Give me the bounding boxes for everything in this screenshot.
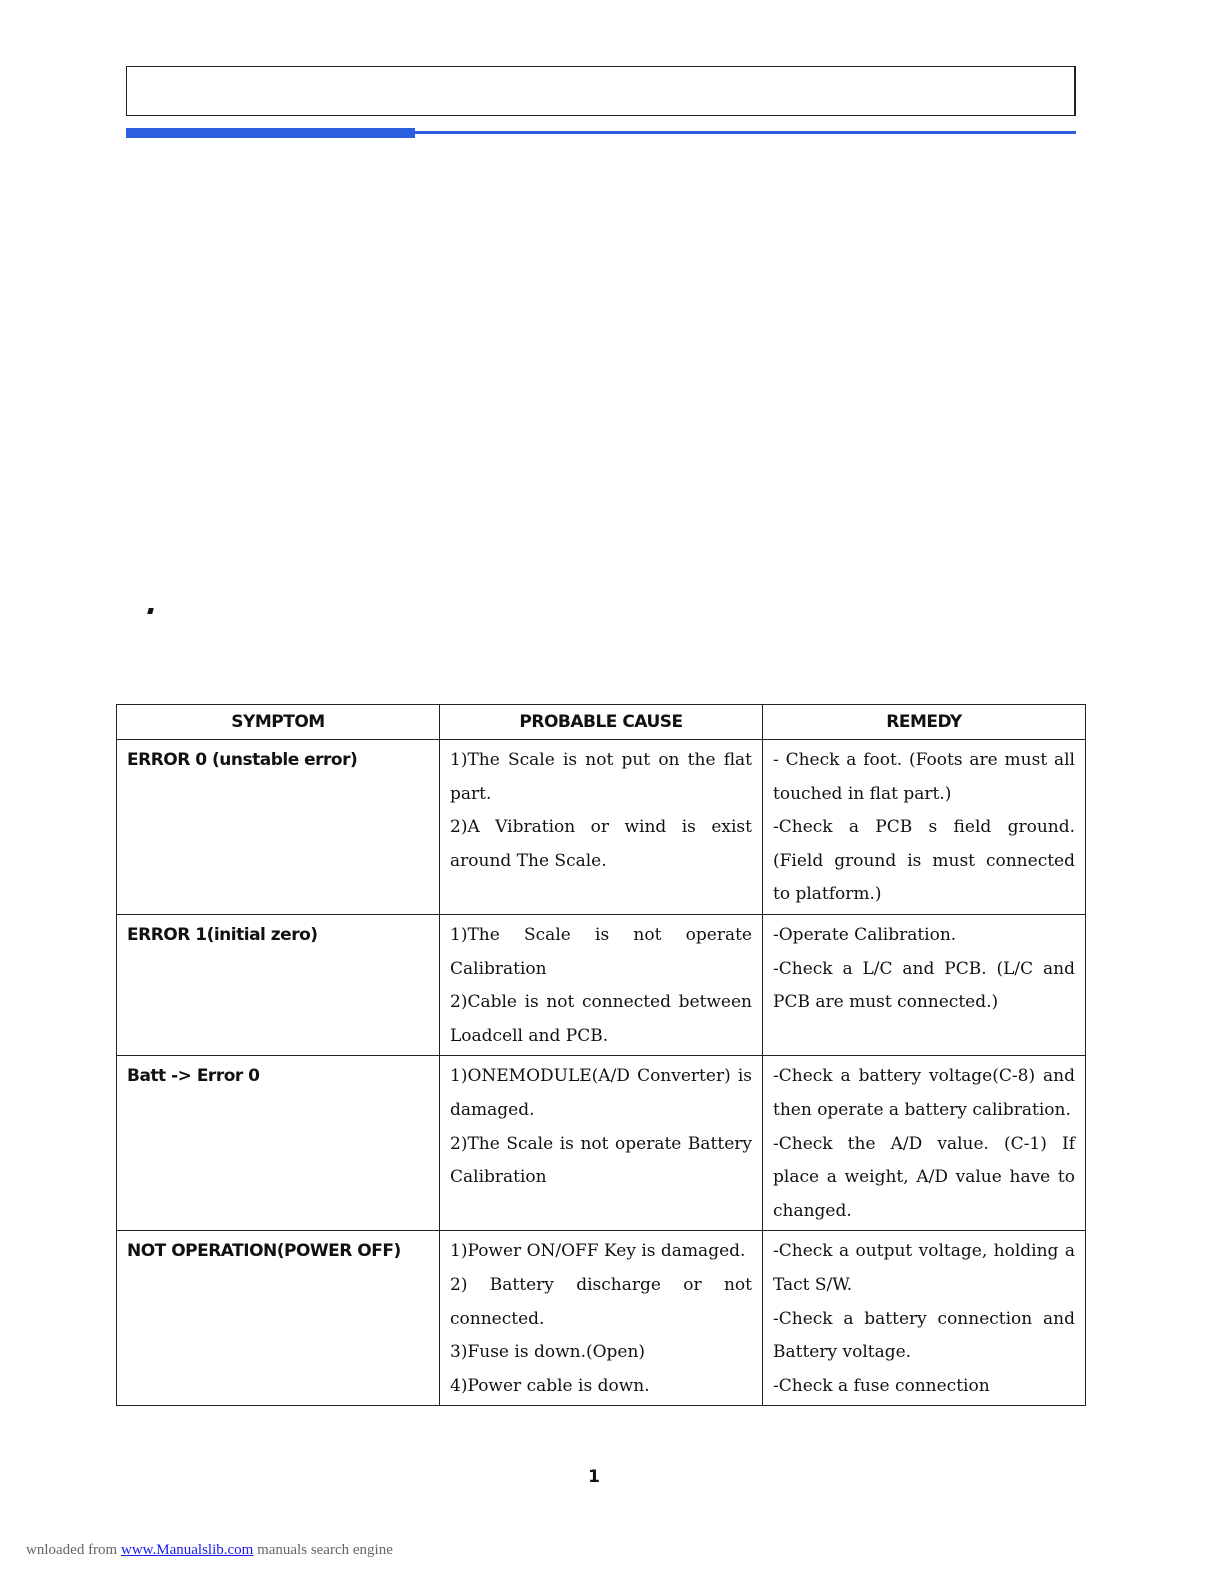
remedy-cell <box>763 914 1086 1055</box>
symptom-cell: ERROR 0 (unstable error) <box>117 740 440 915</box>
table-row <box>117 740 1086 915</box>
cause-item: 1)The Scale is not operate Calibration <box>450 924 752 979</box>
header-rule-thick <box>126 128 415 138</box>
table-row <box>117 1231 1086 1406</box>
page-number: 1 <box>588 1467 600 1487</box>
remedy-item: -Check a output voltage, holding a Tact S/W. <box>773 1241 1075 1295</box>
cause-item: 4)Power cable is down. <box>450 1375 650 1396</box>
cause-item: 2)Cable is not connected between Loadcell and PCB. <box>450 992 752 1046</box>
table-row <box>117 914 1086 1055</box>
cause-item: 2)A Vibration or wind is exist around The Scale. <box>450 817 752 871</box>
cause-item: 1)The Scale is not put on the flat part. <box>450 750 752 804</box>
table-header-row <box>117 705 1086 740</box>
footer-suffix: manuals search engine <box>257 1542 393 1558</box>
symptom-cell: NOT OPERATION(POWER OFF) <box>117 1231 440 1406</box>
remedy-item: -Check a battery connection and Battery voltage. <box>773 1308 1075 1363</box>
cause-cell <box>440 1056 763 1231</box>
remedy-item: -Check the A/D value. (C-1) If place a weight, A/D value have to changed. <box>773 1133 1075 1221</box>
header-box <box>126 66 1076 116</box>
symptom-cell: ERROR 1(initial zero) <box>117 914 440 1055</box>
cause-item: 1)Power ON/OFF Key is damaged. <box>450 1241 746 1262</box>
bullet-mark <box>147 608 154 614</box>
table-row <box>117 1056 1086 1231</box>
cause-cell <box>440 914 763 1055</box>
remedy-cell <box>763 1056 1086 1231</box>
remedy-item: -Check a battery voltage(C-8) and then operate a battery calibration. <box>773 1066 1075 1120</box>
remedy-cell <box>763 740 1086 915</box>
cause-item: 1)ONEMODULE(A/D Converter) is damaged. <box>450 1066 752 1120</box>
remedy-item: -Check a L/C and PCB. (L/C and PCB are must connected.) <box>773 958 1075 1013</box>
header-rule-thin <box>415 131 1076 134</box>
remedy-item: -Operate Calibration. <box>773 924 957 945</box>
remedy-item: -Check a PCB s field ground. (Field ground is must connected to platform.) <box>773 817 1075 905</box>
footer-prefix: wnloaded from <box>26 1542 118 1558</box>
header-probable-cause: PROBABLE CAUSE <box>440 705 763 740</box>
header-remedy: REMEDY <box>763 705 1086 740</box>
troubleshooting-table <box>116 704 1086 1406</box>
cause-cell <box>440 740 763 915</box>
manualslib-link[interactable]: www.Manualslib.com <box>120 1542 254 1558</box>
cause-item: 2) Battery discharge or not connected. <box>450 1274 752 1329</box>
remedy-item: - Check a foot. (Foots are must all touched in flat part.) <box>773 750 1075 804</box>
remedy-item: -Check a fuse connection <box>773 1375 990 1396</box>
header-symptom: SYMPTOM <box>117 705 440 740</box>
footer <box>26 1542 393 1559</box>
cause-item: 2)The Scale is not operate Battery Calibration <box>450 1133 752 1188</box>
cause-item: 3)Fuse is down.(Open) <box>450 1342 646 1363</box>
cause-cell <box>440 1231 763 1406</box>
symptom-cell: Batt -> Error 0 <box>117 1056 440 1231</box>
remedy-cell <box>763 1231 1086 1406</box>
